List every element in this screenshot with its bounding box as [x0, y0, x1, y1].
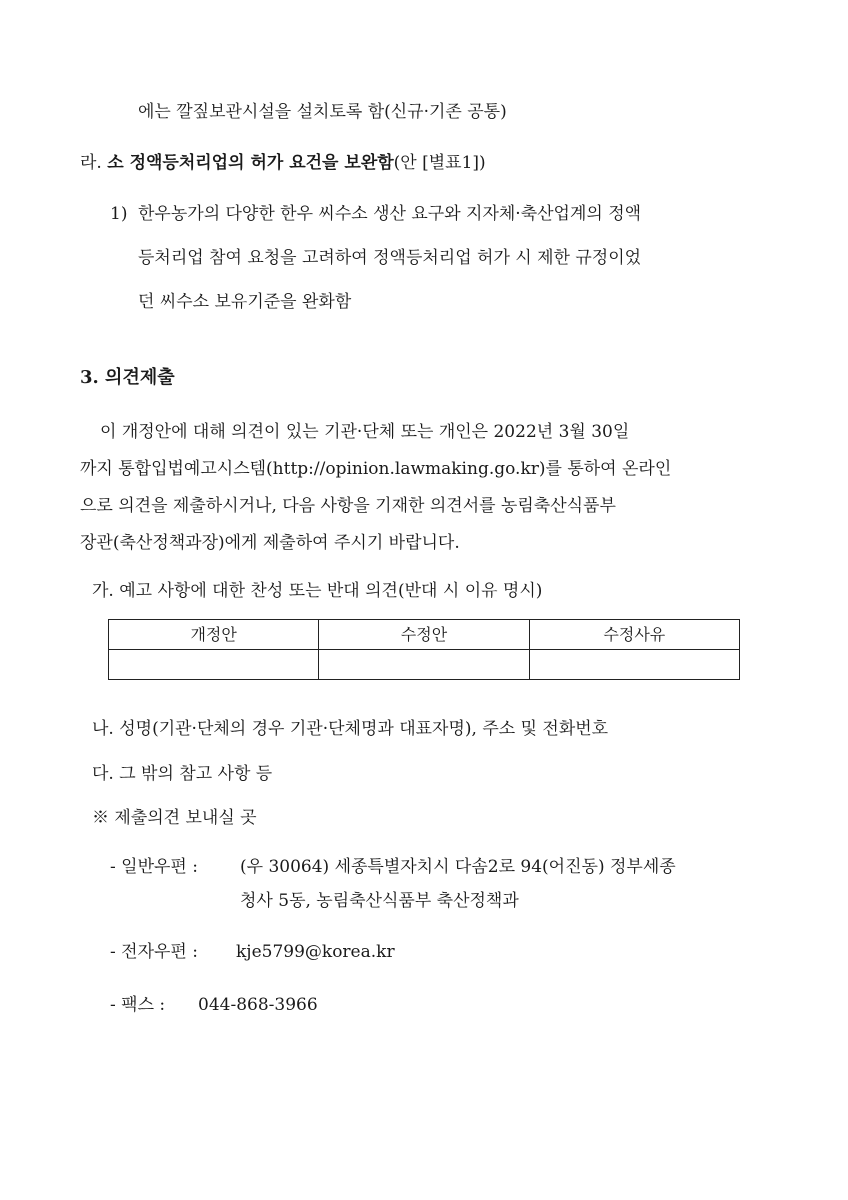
item-ra-title: 소 정액등처리업의 허가 요건을 보완함 [107, 153, 394, 173]
fax-number: 044-868-3966 [198, 995, 318, 1015]
paragraph-line-4: 장관(축산정책과장)에게 제출하여 주시기 바랍니다. [80, 533, 460, 553]
item-ra-heading [80, 151, 486, 175]
item-ra-sub1-line3: 던 씨수소 보유기준을 완화함 [138, 292, 352, 312]
table-header-row [109, 620, 740, 650]
table-header-cell: 수정안 [319, 620, 529, 650]
email-label: - 전자우편 : [110, 942, 198, 962]
table-row [109, 650, 740, 680]
paragraph-line-1: 이 개정안에 대해 의견이 있는 기관·단체 또는 개인은 2022년 3월 30일 [100, 422, 630, 442]
section-title: 3. 의견제출 [80, 367, 175, 388]
item-ra-marker: 라. [80, 153, 102, 173]
mail-address-line2: 청사 5동, 농림축산식품부 축산정책과 [240, 891, 519, 911]
mail-address-line1: (우 30064) 세종특별자치시 다솜2로 94(어진동) 정부세종 [240, 857, 676, 877]
table-cell[interactable] [109, 650, 319, 680]
fax-label: - 팩스 : [110, 995, 166, 1015]
continuation-text: 에는 깔짚보관시설을 설치토록 함(신규·기존 공통) [138, 102, 507, 122]
opinion-table [108, 619, 740, 680]
item-na: 나. 성명(기관·단체의 경우 기관·단체명과 대표자명), 주소 및 전화번호 [92, 719, 609, 739]
table-header-cell: 개정안 [109, 620, 319, 650]
email-address[interactable]: kje5799@korea.kr [236, 942, 395, 962]
paragraph-line-2: 까지 통합입법예고시스템(http://opinion.lawmaking.go.kr)를 통하여 온라인 [80, 459, 672, 479]
item-ra-sub1-marker: 1) [110, 204, 128, 224]
table-header-cell: 수정사유 [529, 620, 739, 650]
table-cell[interactable] [529, 650, 739, 680]
table-cell[interactable] [319, 650, 529, 680]
item-ra-sub1-line2: 등처리업 참여 요청을 고려하여 정액등처리업 허가 시 제한 규정이었 [138, 248, 642, 268]
item-ra-title-suffix: (안 [별표1]) [393, 153, 486, 173]
item-da: 다. 그 밖의 참고 사항 등 [92, 764, 273, 784]
mail-label: - 일반우편 : [110, 857, 198, 877]
item-ga: 가. 예고 사항에 대한 찬성 또는 반대 의견(반대 시 이유 명시) [92, 581, 543, 601]
submission-note: ※ 제출의견 보내실 곳 [92, 808, 257, 828]
paragraph-line-3: 으로 의견을 제출하시거나, 다음 사항을 기재한 의견서를 농림축산식품부 [80, 496, 616, 516]
item-ra-sub1-line1: 한우농가의 다양한 한우 씨수소 생산 요구와 지자체·축산업계의 정액 [138, 204, 642, 224]
